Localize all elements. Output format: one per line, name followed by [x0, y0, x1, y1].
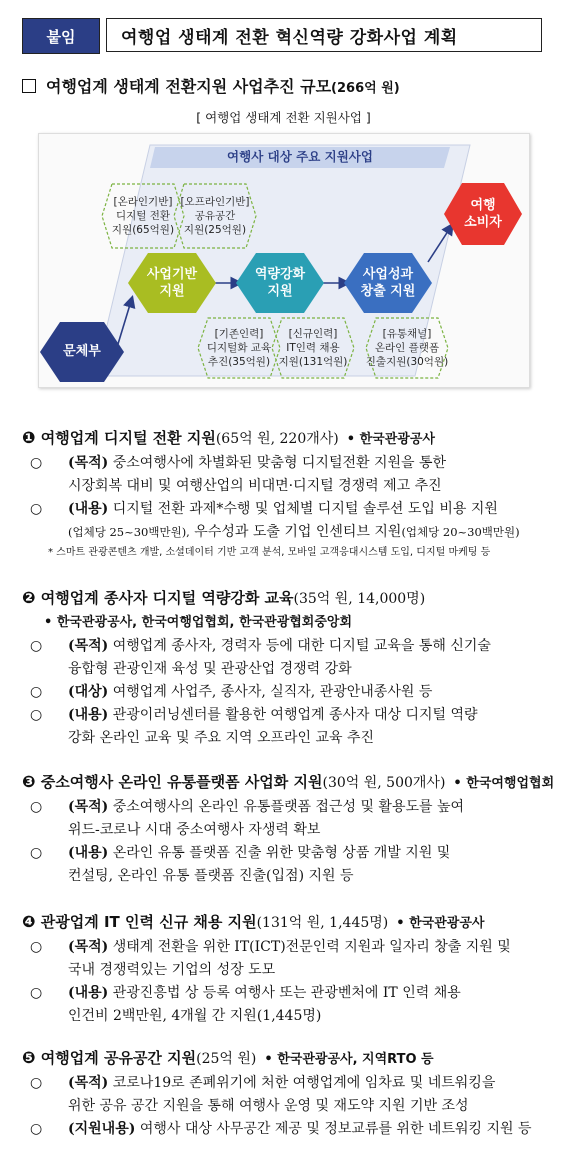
bullet-continued: 강화 온라인 교육 및 주요 지역 오프라인 교육 추진 — [68, 730, 375, 746]
bullet-continued: 컨설팅, 온라인 유통 플랫폼 진출(입점) 지원 등 — [68, 868, 354, 884]
item-3-purpose — [22, 796, 552, 842]
section-heading-text: 여행업계 생태계 전환지원 사업추진 규모 — [46, 77, 332, 96]
diagram-caption: [ 여행업 생태계 전환 지원사업 ] — [196, 110, 371, 125]
circle-bullet-icon: ○ — [30, 985, 43, 1001]
box-existing-line1: 디지털화 교육 — [206, 342, 272, 354]
bullet-sub-a: (업체당 25~30백만원), — [68, 525, 190, 539]
title-tag: 붙임 — [22, 18, 100, 54]
circle-bullet-icon: ○ — [30, 1121, 43, 1137]
item-4-budget: (131억 원, 1,445명) — [256, 915, 389, 931]
item-5-heading — [22, 1046, 552, 1072]
bullet-label: (목적) — [68, 1075, 109, 1091]
node-source: 문체부 — [63, 344, 101, 359]
bullet-text: 관광이러닝센터를 활용한 여행업계 종사자 대상 디지털 역량 — [112, 707, 478, 723]
diagram-banner-text: 여행사 대상 주요 지원사업 — [227, 149, 373, 164]
item-1-org: • 한국관광공사 — [346, 432, 435, 447]
circle-bullet-icon: ○ — [30, 501, 43, 517]
box-offline-line2: 지원(25억원) — [183, 224, 247, 236]
bullet-sub-c: (업체당 20~30백만원) — [401, 525, 520, 539]
item-3 — [22, 770, 555, 888]
node-consumer — [444, 197, 522, 231]
item-1-heading — [22, 426, 552, 452]
box-offline — [174, 195, 256, 237]
item-2-content — [22, 704, 552, 750]
item-2-target — [22, 681, 552, 704]
bullet-label: (목적) — [68, 638, 109, 654]
item-5-purpose — [22, 1072, 552, 1118]
box-existing-line2: 추진(35억원) — [207, 356, 271, 368]
node-base — [128, 266, 216, 300]
circle-bullet-icon: ○ — [30, 707, 43, 723]
node-outcome-line2: 창출 지원 — [360, 284, 416, 299]
item-3-heading — [22, 770, 555, 796]
box-channel-title: [유통채널] — [382, 328, 432, 340]
node-consumer-line2: 소비자 — [464, 215, 502, 230]
node-consumer-line1: 여행 — [470, 198, 496, 213]
node-base-line2: 지원 — [159, 284, 185, 299]
item-3-budget: (30억 원, 500개사) — [322, 775, 446, 791]
item-1-purpose — [22, 452, 552, 498]
bullet-text: 온라인 유통 플랫폼 진출 위한 맞춤형 상품 개발 지원 및 — [112, 845, 451, 861]
item-3-content — [22, 842, 552, 888]
bullet-label: (내용) — [68, 845, 109, 861]
bullet-sub-b: 우수성과 도출 기업 인센티브 지원 — [189, 524, 402, 540]
item-4-number: ❹ — [22, 912, 36, 931]
item-4-title: 관광업계 IT 인력 신규 채용 지원 — [40, 913, 257, 931]
item-2-title: 여행업계 종사자 디지털 역량강화 교육 — [40, 589, 294, 607]
box-online-title: [온라인기반] — [113, 196, 173, 208]
circle-bullet-icon: ○ — [30, 939, 43, 955]
box-online — [102, 195, 184, 237]
bullet-text: 여행업계 사업주, 종사자, 실직자, 관광안내종사원 등 — [112, 684, 433, 700]
box-channel — [364, 327, 450, 369]
box-online-line2: 지원(65억원) — [111, 224, 175, 236]
item-2-purpose — [22, 635, 552, 681]
item-4-content — [22, 982, 552, 1028]
item-2-budget: (35억 원, 14,000명) — [293, 591, 426, 607]
bullet-label: (목적) — [68, 799, 109, 815]
circle-bullet-icon: ○ — [30, 455, 43, 471]
bullet-text: 여행사 대상 사무공간 제공 및 정보교류를 위한 네트워킹 지원 등 — [139, 1121, 532, 1137]
item-3-title: 중소여행사 온라인 유통플랫폼 사업화 지원 — [40, 773, 323, 791]
item-1-number: ❶ — [22, 428, 36, 447]
node-capacity-line1: 역량강화 — [254, 267, 306, 282]
bullet-label: (대상) — [68, 684, 109, 700]
node-outcome — [344, 266, 432, 300]
box-new-title: [신규인력] — [288, 328, 338, 340]
section-budget: (266억 원) — [331, 81, 400, 96]
item-5-org: • 한국관광공사, 지역RTO 등 — [264, 1052, 434, 1067]
bullet-text: 중소여행사의 온라인 유통플랫폼 접근성 및 활용도를 높여 — [112, 799, 465, 815]
item-1-budget: (65억 원, 220개사) — [215, 431, 339, 447]
bullet-text: 중소여행사에 차별화된 맞춤형 디지털전환 지원을 통한 — [112, 455, 447, 471]
item-5 — [22, 1046, 552, 1141]
node-base-line1: 사업기반 — [146, 267, 198, 282]
box-new-staff — [272, 327, 354, 369]
circle-bullet-icon: ○ — [30, 845, 43, 861]
node-outcome-line1: 사업성과 — [362, 267, 414, 282]
item-4-heading — [22, 910, 552, 936]
box-offline-line1: 공유공간 — [194, 210, 236, 222]
item-1 — [22, 426, 552, 562]
item-2-heading — [22, 586, 552, 611]
item-4-purpose — [22, 936, 552, 982]
item-2-org: • 한국관광공사, 한국여행업협회, 한국관광협회중앙회 — [44, 615, 353, 630]
bullet-label: (내용) — [68, 707, 109, 723]
box-new-line2: 지원(131억원) — [278, 356, 348, 368]
item-1-content — [22, 498, 552, 544]
item-3-org: • 한국여행업협회 — [453, 776, 555, 791]
bullet-text: 여행업계 종사자, 경력자 등에 대한 디지털 교육을 통해 신기술 — [112, 638, 491, 654]
circle-bullet-icon: ○ — [30, 684, 43, 700]
circle-bullet-icon: ○ — [30, 799, 43, 815]
bullet-label: (내용) — [68, 501, 109, 517]
item-3-number: ❸ — [22, 772, 36, 791]
bullet-continued: 위드-코로나 시대 중소여행사 자생력 확보 — [68, 822, 321, 838]
bullet-continued: 시장회복 대비 및 여행산업의 비대면·디지털 경쟁력 제고 추진 — [68, 478, 442, 494]
box-channel-line1: 온라인 플랫폼 — [374, 342, 440, 354]
bullet-continued: 위한 공유 공간 지원을 통해 여행사 운영 및 재도약 지원 기반 조성 — [68, 1098, 469, 1114]
bullet-text: 관광진흥법 상 등록 여행사 또는 관광벤처에 IT 인력 채용 — [112, 985, 461, 1001]
box-offline-title: [오프라인기반] — [180, 196, 250, 208]
bullet-text: 코로나19로 존폐위기에 처한 여행업계에 임차료 및 네트워킹을 — [112, 1075, 496, 1091]
document-title: 여행업 생태계 전환 혁신역량 강화사업 계획 — [106, 18, 542, 52]
box-online-line1: 디지털 전환 — [115, 210, 171, 222]
item-4 — [22, 910, 552, 1028]
item-1-title: 여행업계 디지털 전환 지원 — [40, 429, 216, 447]
bullet-text: 생태계 전환을 위한 IT(ICT)전문인력 지원과 일자리 창출 지원 및 — [112, 939, 511, 955]
bullet-continued: 국내 경쟁력있는 기업의 성장 도모 — [68, 962, 276, 978]
item-2-number: ❷ — [22, 588, 36, 607]
item-5-title: 여행업계 공유공간 지원 — [40, 1049, 197, 1067]
bullet-continued: 융합형 관광인재 육성 및 관광산업 경쟁력 강화 — [68, 661, 352, 677]
bullet-text: 디지털 전환 과제*수행 및 업체별 디지털 솔루션 도입 비용 지원 — [112, 501, 498, 517]
node-capacity — [236, 266, 324, 300]
box-existing — [198, 327, 280, 369]
bullet-label: (지원내용) — [68, 1121, 136, 1137]
bullet-label: (내용) — [68, 985, 109, 1001]
box-new-line1: IT인력 채용 — [286, 342, 340, 354]
item-5-number: ❺ — [22, 1048, 36, 1067]
item-5-budget: (25억 원) — [196, 1051, 257, 1067]
item-5-support — [22, 1118, 552, 1141]
node-capacity-line2: 지원 — [267, 284, 293, 299]
item-1-note: * 스마트 관광콘텐츠 개발, 소셜데이터 기반 고객 분석, 모바일 고객응대시스템 도입, 디지털 마케팅 등 — [48, 547, 491, 558]
bullet-label: (목적) — [68, 455, 109, 471]
circle-bullet-icon: ○ — [30, 638, 43, 654]
bullet-continued: 인건비 2백만원, 4개월 간 지원(1,445명) — [68, 1008, 322, 1024]
item-2 — [22, 586, 552, 750]
item-4-org: • 한국관광공사 — [396, 916, 485, 931]
box-channel-line2: 진출지원(30억원) — [365, 356, 449, 368]
bullet-label: (목적) — [68, 939, 109, 955]
circle-bullet-icon: ○ — [30, 1075, 43, 1091]
box-existing-title: [기존인력] — [214, 328, 264, 340]
